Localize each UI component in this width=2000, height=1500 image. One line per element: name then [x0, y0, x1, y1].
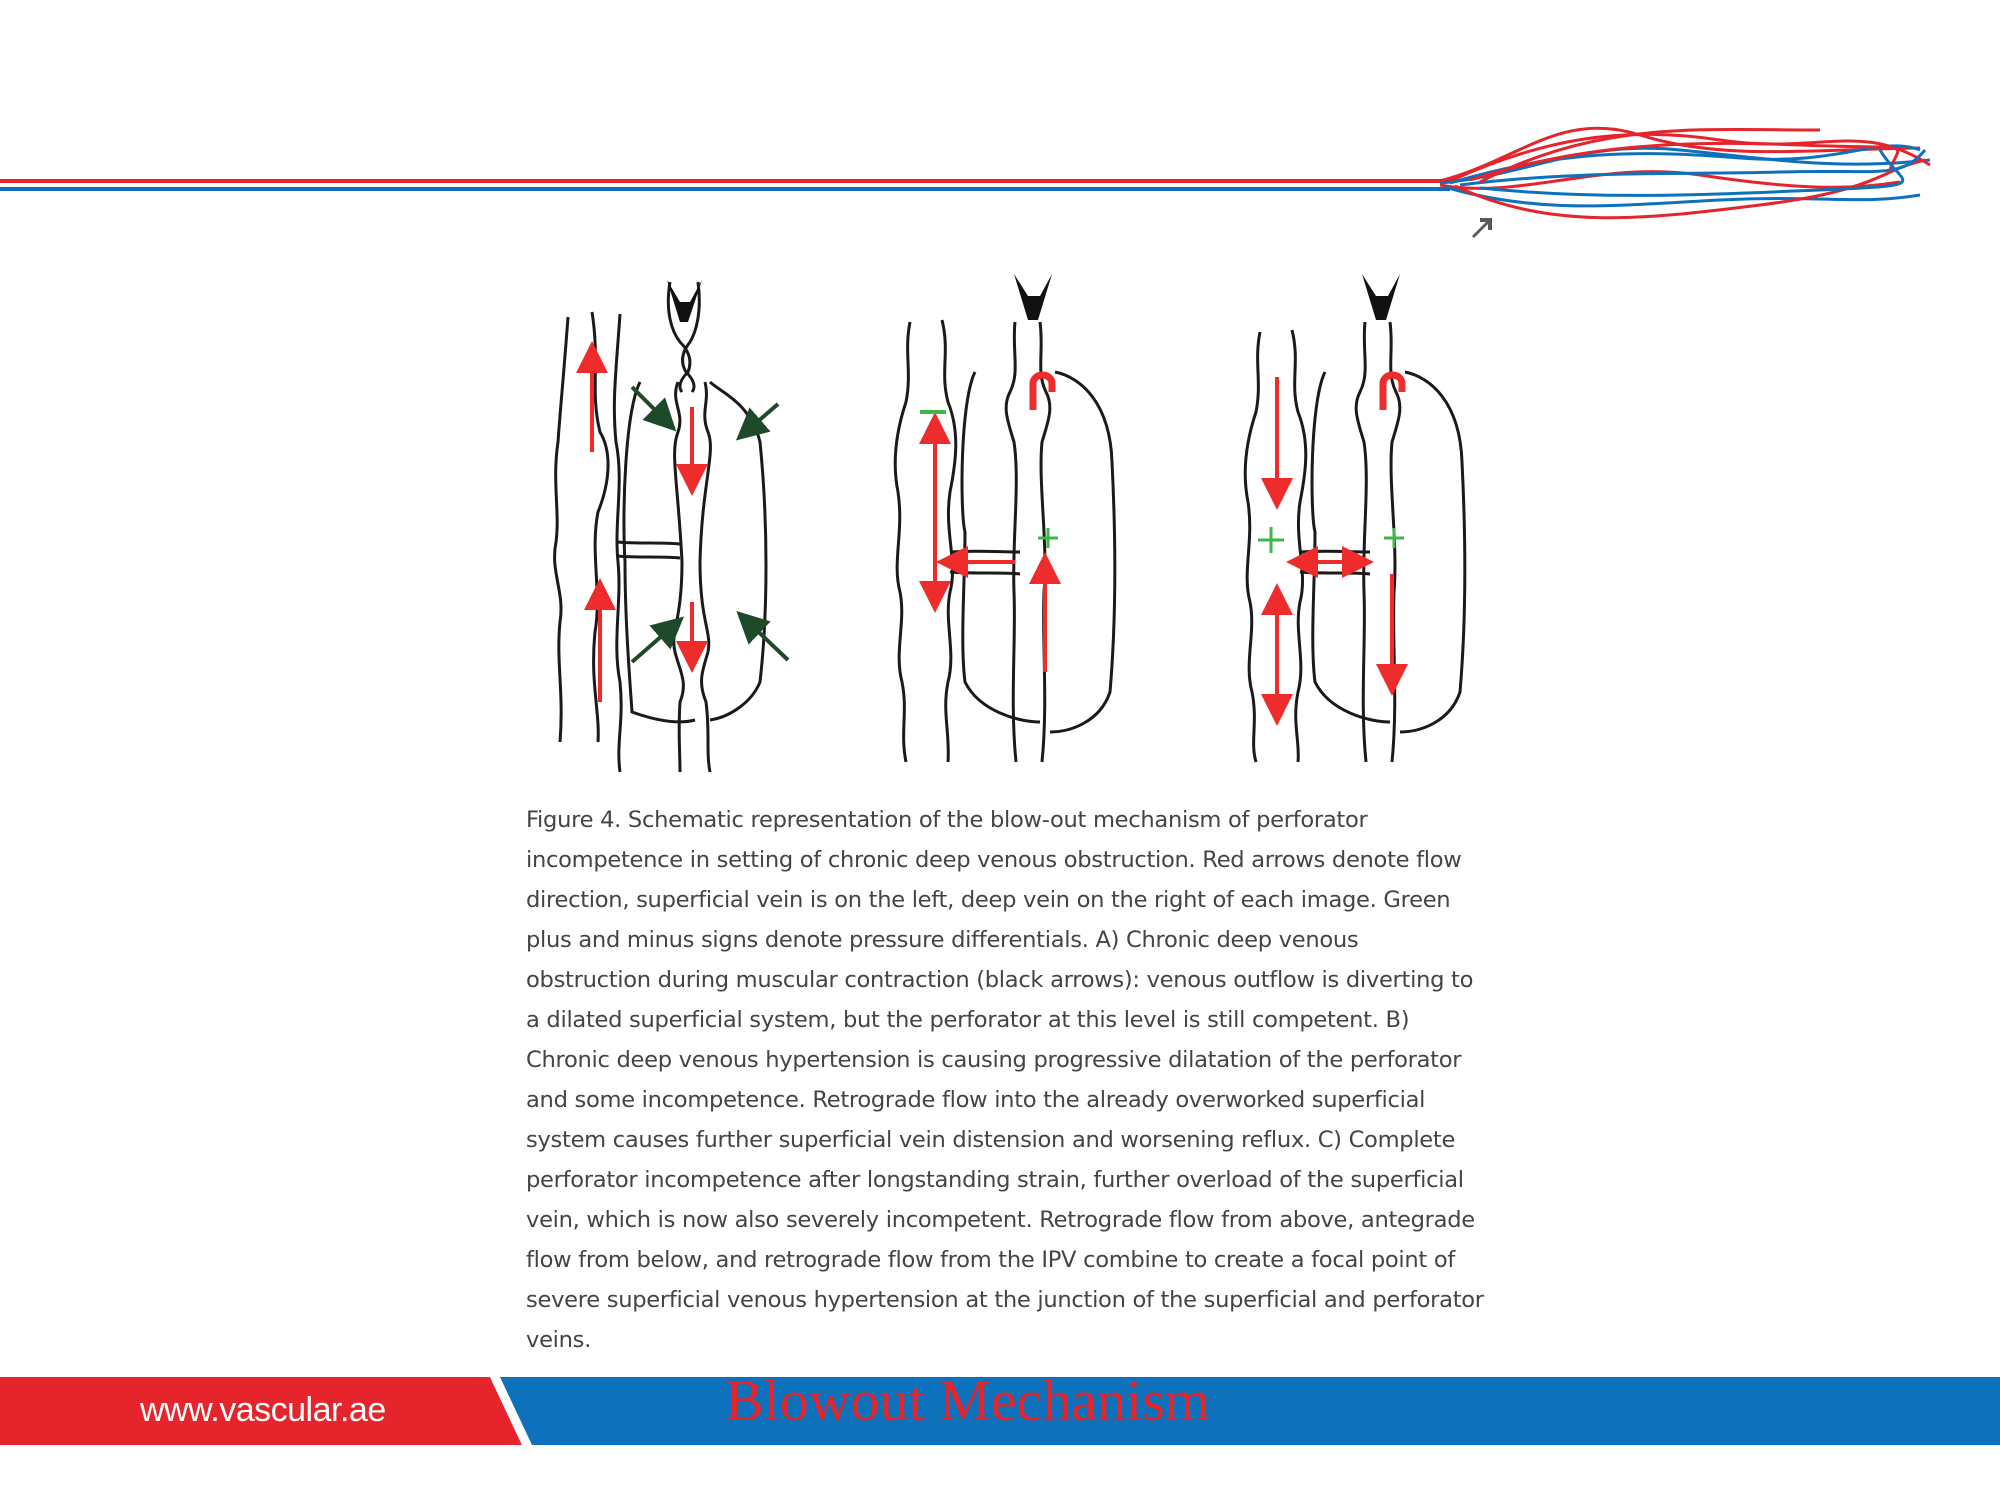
- figure-image: [520, 262, 1480, 787]
- footer-banner: [0, 1368, 2000, 1445]
- arrow-cursor-icon: [1468, 212, 1498, 242]
- panel-a-arrows: [592, 357, 788, 702]
- header-vein-lines: [0, 0, 2000, 260]
- panel-c-arrows: [1258, 375, 1404, 717]
- figure-caption: Figure 4. Schematic representation of the blow-out mechanism of perforator incompetence in setting of chronic deep venous obstruction. Red arrows denote flow direction, superficial vein is on the left, deep vein on the right of each image. Green plus and minus signs denote pressure differentials. A) Chronic deep venous obstruction during muscular contraction (black arrows): venous outflow is diverting to a dilated superficial system, but the perforator at this level is still competent. B) Chronic deep venous hypertension is causing progressive dilatation of the perforator and some incompetence. Retrograde flow into the already overworked superficial system causes further superficial vein distension and worsening reflux. C) Complete perforator incompetence after longstanding strain, further overload of the superficial vein, which is now also severely incompetent. Retrograde flow from above, antegrade flow from below, and retrograde flow from the IPV combine to create a focal point of severe superficial venous hypertension at the junction of the superficial and perforator veins.: [526, 807, 1484, 1353]
- website-link[interactable]: www.vascular.ae: [140, 1391, 386, 1429]
- panel-a: [555, 282, 766, 772]
- panel-b-arrows: [920, 375, 1058, 672]
- slide-title: Blowout Mechanism: [725, 1368, 1210, 1433]
- panel-b: [895, 320, 1115, 762]
